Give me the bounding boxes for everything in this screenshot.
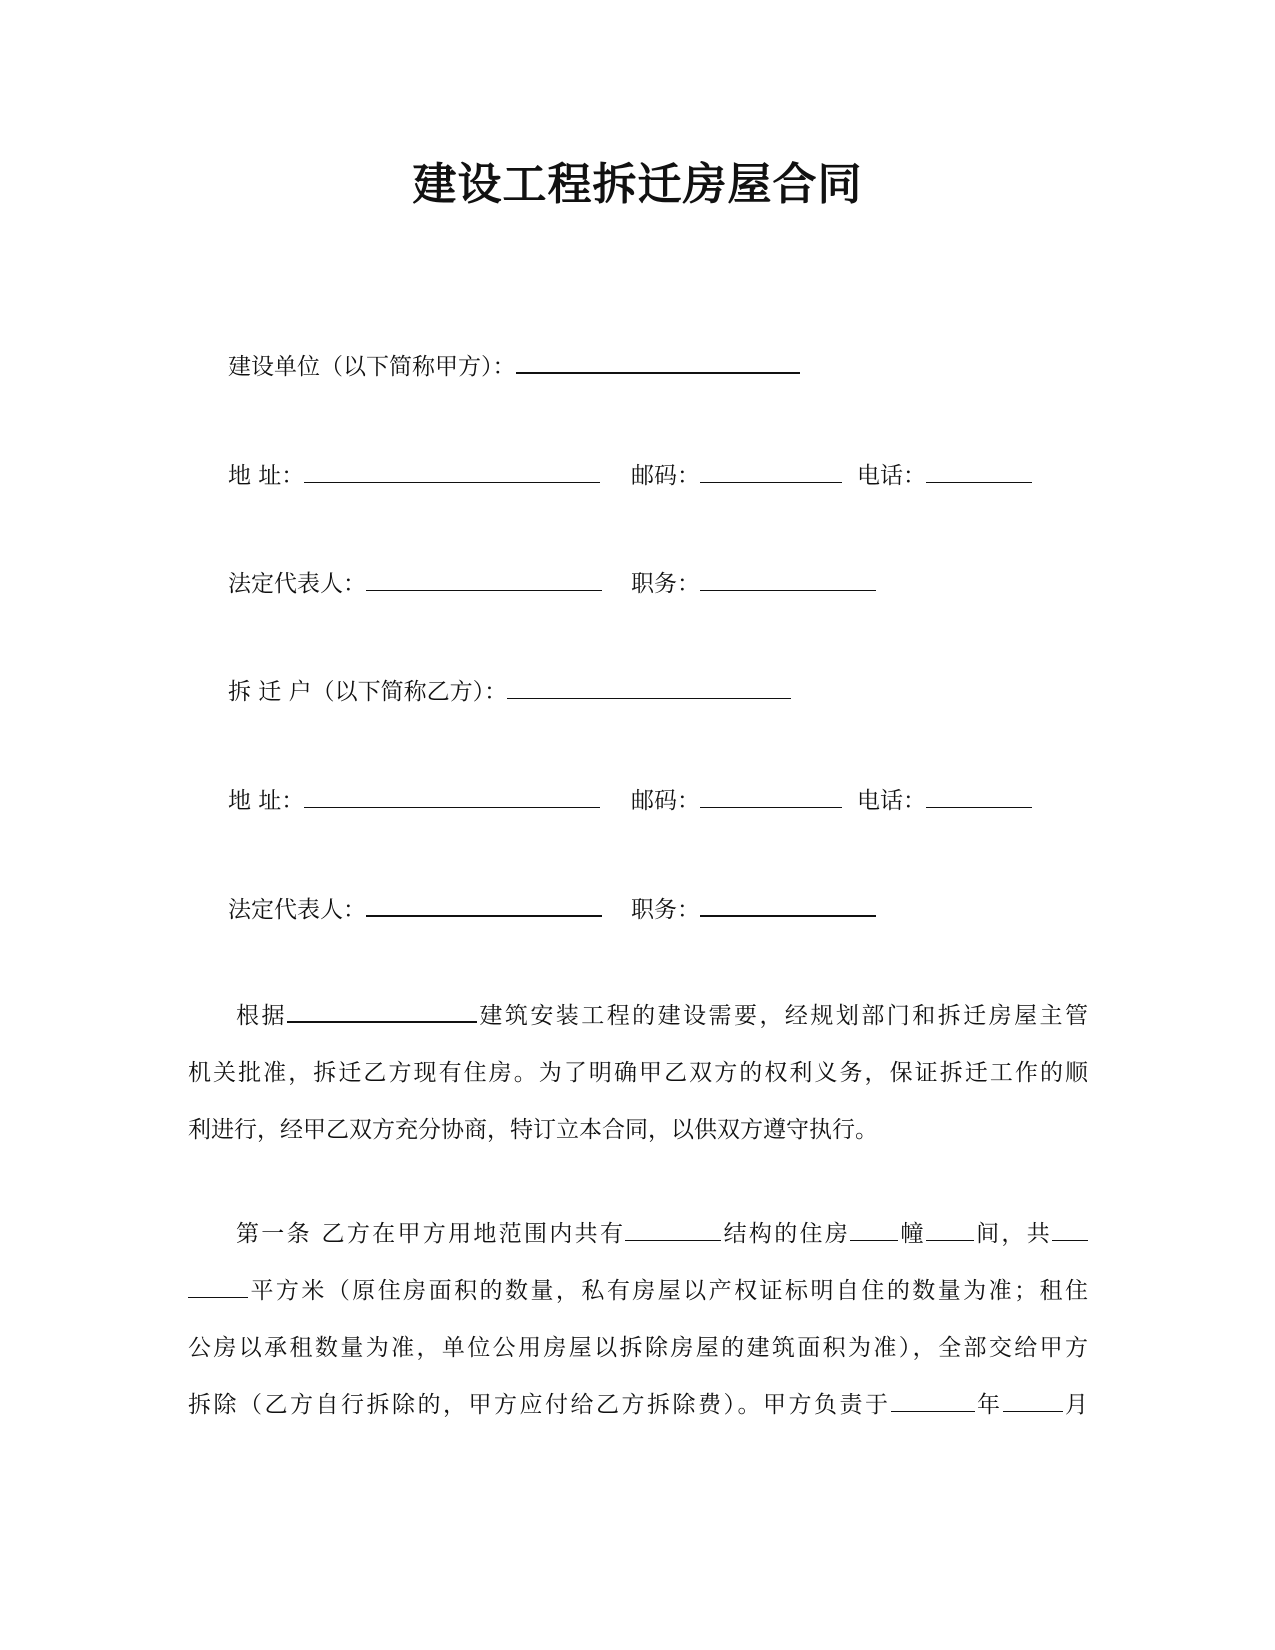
year-field[interactable]	[891, 1389, 975, 1412]
article-1-text-h: 年	[974, 1392, 1003, 1418]
preamble-line-1	[188, 988, 1088, 1045]
article-1-paragraph	[188, 1206, 1088, 1434]
preamble-line-2: 机关批准，拆迁乙方现有住房。为了明确甲乙双方的权利义务，保证拆迁工作的顺	[188, 1060, 1088, 1086]
party-b-phone-field[interactable]	[926, 785, 1032, 808]
party-a-address-label: 地 址：	[228, 463, 305, 489]
area-field-part-2[interactable]	[188, 1275, 248, 1298]
article-1-text-c: 幢	[898, 1221, 926, 1247]
party-b-postcode-label: 邮码：	[631, 788, 700, 814]
structure-type-field[interactable]	[625, 1218, 721, 1241]
party-a-phone-line	[857, 460, 1032, 491]
party-a-rep-line	[228, 568, 602, 599]
party-b-address-label: 地 址：	[228, 788, 305, 814]
party-b-phone-line	[857, 785, 1032, 816]
party-a-postcode-label: 邮码：	[631, 463, 700, 489]
party-a-phone-label: 电话：	[857, 463, 926, 489]
preamble-line-3: 利进行，经甲乙双方充分协商，特订立本合同，以供双方遵守执行。	[188, 1117, 878, 1143]
party-b-position-field[interactable]	[700, 893, 876, 917]
preamble-text-b: 建筑安装工程的建设需要，经规划部门和拆迁房屋主管	[476, 1003, 1089, 1029]
area-field-part-1[interactable]	[1052, 1218, 1088, 1241]
party-b-label: 拆 迁 户（以下简称乙方）：	[228, 679, 508, 705]
party-b-position-line	[631, 893, 876, 925]
party-b-postcode-field[interactable]	[700, 785, 842, 808]
party-a-label: 建设单位（以下简称甲方）：	[228, 354, 516, 380]
article-1-line-3: 公房以承租数量为准，单位公用房屋以拆除房屋的建筑面积为准），全部交给甲方	[188, 1335, 1088, 1361]
party-a-position-label: 职务：	[631, 571, 700, 597]
document-title: 建设工程拆迁房屋合同	[412, 159, 863, 210]
party-a-position-line	[631, 568, 876, 599]
preamble-paragraph	[188, 988, 1088, 1159]
party-a-position-field[interactable]	[700, 568, 876, 591]
party-b-position-label: 职务：	[631, 897, 700, 923]
party-a-rep-label: 法定代表人：	[228, 571, 366, 597]
party-a-address-line	[228, 460, 600, 491]
party-b-address-field[interactable]	[304, 785, 600, 808]
article-1-text-d: 间，共	[973, 1221, 1053, 1247]
article-1-text-a: 第一条 乙方在甲方用地范围内共有	[236, 1221, 626, 1247]
article-1-text-e: 平方米（原住房面积的数量，私有房屋以产权证标明自住的数量为准；租住	[248, 1278, 1088, 1304]
article-1-text-i: 月	[1062, 1392, 1088, 1418]
article-1-line-2	[188, 1263, 1088, 1320]
month-field[interactable]	[1003, 1389, 1063, 1412]
article-1-text-g: 拆除（乙方自行拆除的，甲方应付给乙方拆除费）。甲方负责于	[188, 1392, 891, 1418]
party-b-rep-line	[228, 893, 602, 925]
party-b-rep-label: 法定代表人：	[228, 897, 366, 923]
party-b-phone-label: 电话：	[857, 788, 926, 814]
party-a-rep-field[interactable]	[366, 568, 602, 591]
article-1-line-4	[188, 1377, 1088, 1434]
party-a-postcode-field[interactable]	[700, 460, 842, 483]
article-1-text-b: 结构的住房	[721, 1221, 851, 1247]
party-b-line	[228, 676, 791, 707]
party-b-name-field[interactable]	[507, 676, 791, 699]
party-a-postcode-line	[631, 460, 842, 491]
room-count-field[interactable]	[926, 1218, 974, 1241]
party-b-address-line	[228, 785, 600, 816]
party-a-line	[228, 350, 800, 382]
party-b-rep-field[interactable]	[366, 893, 602, 917]
building-count-field[interactable]	[850, 1218, 898, 1241]
party-b-postcode-line	[631, 785, 842, 816]
article-1-line-1	[188, 1206, 1088, 1263]
party-a-phone-field[interactable]	[926, 460, 1032, 483]
party-a-name-field[interactable]	[516, 350, 800, 374]
project-name-field[interactable]	[287, 999, 477, 1023]
preamble-text-a: 根据	[236, 1003, 287, 1029]
party-a-address-field[interactable]	[304, 460, 600, 483]
